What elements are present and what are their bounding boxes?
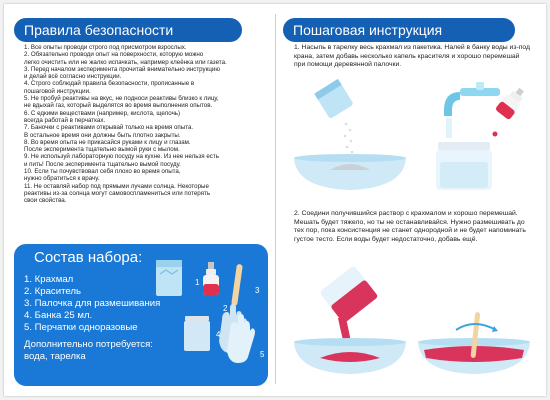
dye-bottle-icon — [203, 262, 219, 295]
safety-rule-line: 5. Не пробуй реактивы на вкус, не подноси реактивы близко к лицу, — [24, 95, 219, 103]
safety-rule-line: 7. Баночки с реактивами открывай только на время опыта. — [24, 124, 194, 132]
dye-bottle-icon — [495, 84, 529, 120]
safety-rule-line: 11. Не оставляй набор под прямыми лучами солнца. Некоторые — [24, 182, 209, 190]
bowl-icon — [294, 154, 406, 190]
step-2-text: 2. Соедини получившийся раствор с крахмалом и хорошо перемешай. Мешать будет тяжело, но ты не останавливайся. Нужно размешивать до тех пор, пока консистенция не станет однородной и не будет напоминать густое тесто. Если воды будет недостаточно, добавь ещё. — [294, 210, 526, 243]
kit-item-number: 5 — [260, 350, 265, 359]
safety-rule-line: и делай всё согласно инструкции. — [24, 73, 122, 81]
safety-rule-line: нужно обратиться к врачу. — [24, 175, 100, 183]
kit-item: 3. Палочка для размешивания — [24, 298, 161, 309]
safety-rule-line: 6. С едкими веществами (например, кислота, щелочь) — [24, 109, 181, 117]
jar-icon — [184, 316, 210, 351]
kit-extra-note: Дополнительно потребуется: вода, тарелка — [24, 339, 153, 362]
safety-rule-line: 10. Если ты почувствовал себя плохо во время опыта, — [24, 168, 181, 176]
safety-rule-line: После эксперимента тщательно вымой руки с мылом. — [24, 146, 180, 154]
kit-item-number: 2 — [223, 304, 228, 313]
safety-rules-title: Правила безопасности — [14, 18, 242, 42]
kit-item-number: 3 — [255, 286, 260, 295]
jar-icon — [319, 265, 378, 324]
safety-rule-line: всегда работай в перчатках. — [24, 116, 106, 124]
safety-rule-line: реактивы из-за солнца могут самовоспламениться или потерять — [24, 189, 211, 197]
kit-item: 4. Банка 25 мл. — [24, 310, 93, 321]
safety-rule-line: В остальное время они должны быть плотно закрыты. — [24, 131, 181, 139]
step-1-text: 1. Насыпь в тарелку весь крахмал из пакетика. Налей в банку воды из-под крана, затем добавь несколько капель красителя и хорошо перемешай при помощи деревянной палочки. — [294, 44, 531, 69]
kit-contents-title: Состав набора: — [34, 249, 143, 266]
kit-contents-panel — [14, 244, 268, 386]
safety-rule-line: и пить! После эксперимента тщательно вымой посуду. — [24, 160, 181, 168]
jar-icon — [436, 142, 492, 190]
safety-rule-line: пошаговой инструкции. — [24, 87, 91, 95]
kit-item-number: 4 — [216, 330, 221, 339]
kit-item: 1. Крахмал — [24, 274, 74, 285]
falling-starch — [344, 123, 354, 160]
safety-rule-line: 4. Строго соблюдай правила безопасности, прописанные в — [24, 80, 195, 88]
step-2-illustration — [290, 262, 540, 378]
safety-rule-line: не вдыхай газ, который выделятся во время выполнения опытов. — [24, 102, 213, 110]
stirring-stick-icon — [231, 264, 243, 306]
safety-rule-line: 3. Перед началом эксперимента прочитай внимательно инструкцию — [24, 65, 220, 73]
faucet-icon — [444, 82, 500, 138]
safety-rule-line: 8. Во время опыта не прикасайся руками к лицу и глазам. — [24, 138, 191, 146]
kit-item: 2. Краситель — [24, 286, 81, 297]
kit-item-number: 1 — [195, 278, 200, 287]
dye-drop — [493, 132, 498, 137]
kit-item: 5. Перчатки одноразовые — [24, 322, 138, 333]
safety-rule-line: легко очистить или не жалко испачкать, например клеёнка или газета. — [24, 58, 227, 66]
bowl-icon — [294, 338, 406, 374]
safety-rule-line: 2. Обязательно проводи опыт на поверхности, которую можно — [24, 51, 204, 59]
column-divider — [275, 14, 276, 384]
kit-items-illustration — [142, 250, 266, 382]
safety-rule-line: свои свойства. — [24, 197, 67, 205]
safety-rule-line: 1. Все опыты проводи строго под присмотром взрослых. — [24, 44, 187, 51]
starch-packet-icon — [314, 79, 354, 119]
step-1-illustration — [290, 78, 540, 194]
safety-rules-list — [24, 44, 268, 205]
step-instructions-title: Пошаговая инструкция — [283, 18, 515, 42]
starch-packet-icon — [156, 260, 182, 296]
safety-rule-line: 9. Не используй лабораторную посуду на кухне. Из нее нельзя есть — [24, 153, 219, 161]
